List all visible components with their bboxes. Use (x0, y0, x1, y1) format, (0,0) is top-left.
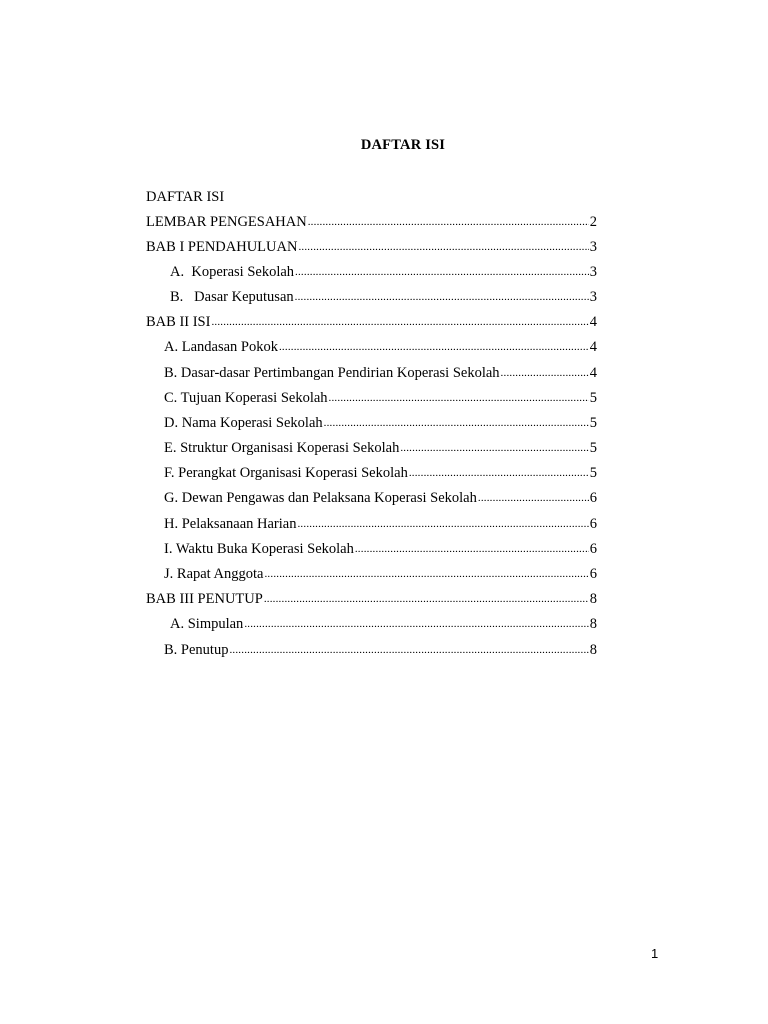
toc-entry-page: 4 (589, 365, 597, 381)
dot-leader (295, 287, 589, 307)
dot-leader (329, 388, 589, 408)
toc-entry-perangkat[interactable] (164, 463, 597, 483)
dot-leader (478, 488, 589, 508)
toc-entry-page: 6 (589, 490, 597, 506)
toc-entry-page: 5 (589, 440, 597, 456)
toc-entry-label: C. Tujuan Koperasi Sekolah (164, 390, 328, 406)
toc-entry-label: J. Rapat Anggota (164, 566, 264, 582)
dot-leader (409, 463, 589, 483)
dot-leader (264, 564, 588, 584)
toc-entry-label: BAB III PENUTUP (146, 591, 263, 607)
dot-leader (211, 312, 588, 332)
toc-entry-rapat-anggota[interactable] (164, 564, 597, 584)
toc-entry-dasar-keputusan[interactable] (170, 287, 597, 307)
toc-entry-penutup[interactable] (164, 640, 597, 660)
toc-entry-dasar-pertimbangan[interactable] (164, 363, 597, 383)
toc-entry-waktu-buka[interactable] (164, 539, 597, 559)
toc-entry-bab-3[interactable] (146, 589, 597, 609)
toc-entry-lembar-pengesahan[interactable] (146, 212, 597, 232)
dot-leader (324, 413, 589, 433)
toc-entry-bab-1[interactable] (146, 237, 597, 257)
toc-entry-page: 3 (589, 264, 597, 280)
page-number: 1 (651, 946, 659, 961)
toc-entry-page: 2 (589, 214, 597, 230)
dot-leader (264, 589, 589, 609)
toc-entry-label: A. Koperasi Sekolah (170, 264, 295, 280)
toc-entry-simpulan[interactable] (170, 614, 597, 634)
toc-entry-page: 4 (589, 339, 597, 355)
dot-leader (279, 337, 589, 357)
toc-entry-page: 3 (589, 239, 597, 255)
toc-entry-label: I. Waktu Buka Koperasi Sekolah (164, 541, 354, 557)
toc-entry-label: B. Penutup (164, 642, 229, 658)
toc-entry-tujuan[interactable] (164, 388, 597, 408)
toc-entry-page: 8 (589, 642, 597, 658)
toc-entry-struktur[interactable] (164, 438, 597, 458)
dot-leader (298, 237, 588, 257)
toc-entry-label: A. Landasan Pokok (164, 339, 278, 355)
toc-entry-label: A. Simpulan (170, 616, 244, 632)
toc-entry-label: B. Dasar Keputusan (170, 289, 294, 305)
toc-entry-koperasi-sekolah[interactable] (170, 262, 597, 282)
dot-leader (244, 614, 588, 634)
toc-entry-label: B. Dasar-dasar Pertimbangan Pendirian Koperasi Sekolah (164, 365, 500, 381)
dot-leader (297, 514, 588, 534)
toc-entry-landasan-pokok[interactable] (164, 337, 597, 357)
toc-entry-page: 4 (589, 314, 597, 330)
toc-entry-page: 8 (589, 616, 597, 632)
toc-entry-label: BAB I PENDAHULUAN (146, 239, 298, 255)
toc-entry-pelaksanaan-harian[interactable] (164, 514, 597, 534)
dot-leader (295, 262, 589, 282)
toc-entry-page: 5 (589, 390, 597, 406)
page-title: DAFTAR ISI (360, 137, 446, 153)
toc-heading: DAFTAR ISI (146, 189, 225, 205)
toc-entry-label: BAB II ISI (146, 314, 211, 330)
toc-entry-page: 6 (589, 516, 597, 532)
dot-leader (400, 438, 588, 458)
toc-entry-bab-2[interactable] (146, 312, 597, 332)
toc-entry-label: F. Perangkat Organisasi Koperasi Sekolah (164, 465, 408, 481)
dot-leader (229, 640, 588, 660)
toc-entry-page: 3 (589, 289, 597, 305)
toc-entry-page: 6 (589, 566, 597, 582)
dot-leader (501, 363, 589, 383)
dot-leader (308, 212, 589, 232)
toc-entry-page: 8 (589, 591, 597, 607)
toc-entry-label: H. Pelaksanaan Harian (164, 516, 297, 532)
toc-entry-label: LEMBAR PENGESAHAN (146, 214, 307, 230)
toc-entry-label: E. Struktur Organisasi Koperasi Sekolah (164, 440, 400, 456)
toc-entry-dewan-pengawas[interactable] (164, 488, 597, 508)
toc-entry-nama[interactable] (164, 413, 597, 433)
toc-entry-label: D. Nama Koperasi Sekolah (164, 415, 323, 431)
toc-entry-label: G. Dewan Pengawas dan Pelaksana Koperasi Sekolah (164, 490, 477, 506)
toc-entry-page: 6 (589, 541, 597, 557)
toc-entry-page: 5 (589, 465, 597, 481)
dot-leader (355, 539, 589, 559)
toc-entry-page: 5 (589, 415, 597, 431)
